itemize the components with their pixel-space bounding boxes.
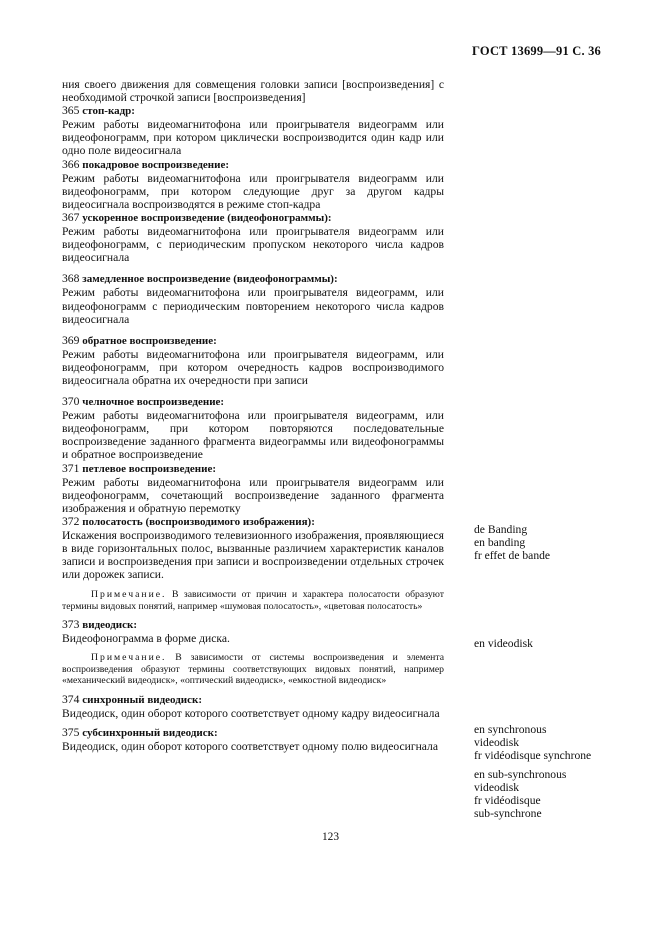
term-number: 368: [62, 272, 80, 286]
term-number: 372: [62, 514, 80, 528]
term-374-heading: [62, 693, 444, 707]
equivalent-term: sub-synchrone: [474, 807, 542, 821]
term-number: 365: [62, 104, 80, 118]
term-371-definition: Режим работы видеомагнитофона или проигрывателя видеограмм или видеофонограмм, сочетающий воспроизведение заданного фрагмента изображения и обратную перемотку: [62, 475, 444, 515]
term-number: 366: [62, 157, 80, 171]
term-name: ускоренное воспроизведение (видеофонограммы):: [82, 211, 332, 224]
term-370-definition: Режим работы видеомагнитофона или проигрывателя видеограмм, или видеофонограмм, при котором повторяются последовательные воспроизведение заданного фрагмента видеограммы или видеофонограммы и обратное воспроизведение: [62, 409, 444, 462]
term-373-heading: [62, 618, 444, 632]
note-label: Примечание.: [91, 652, 167, 664]
page-number: 123: [321, 831, 340, 843]
term-375-equivalents: [474, 768, 624, 820]
term-number: 370: [62, 395, 80, 409]
main-column: [62, 78, 444, 753]
equivalent-term: en banding: [474, 536, 526, 550]
term-name: замедленное воспроизведение (видеофонограммы):: [82, 273, 338, 286]
term-372-equivalents: [474, 523, 624, 562]
equivalent-term: en synchronous: [474, 723, 547, 736]
term-367-heading: [62, 211, 444, 225]
equivalent-term: videodisk: [474, 736, 520, 750]
term-375-definition: Видеодиск, один оборот которого соответствует одному полю видеосигнала: [62, 739, 438, 753]
term-373-equivalents: [474, 637, 624, 650]
term-name: синхронный видеодиск:: [82, 693, 203, 706]
term-371-heading: [62, 462, 444, 476]
equivalent-term: en videodisk: [474, 637, 533, 650]
term-365-heading: [62, 104, 444, 118]
term-372-heading: [62, 515, 444, 529]
term-373-definition: Видеофонограмма в форме диска.: [62, 632, 230, 646]
note-text: В зависимости от системы воспроизведения и элемента воспроизведения образуют термины соответствующих видовых понятий, например «механический видеодиск», «оптический видеодиск», «емкостной видеодиск»: [62, 652, 444, 687]
term-366-definition: Режим работы видеомагнитофона или проигрывателя видеограмм или видеофонограмм, при котором следующие друг за другом кадры видеосигнала воспроизводятся в режиме стоп-кадра: [62, 171, 444, 211]
equivalent-term: de Banding: [474, 523, 528, 536]
intro-paragraph: ния своего движения для совмещения головки записи [воспроизведения] с необходимой строчкой записи [воспроизведения]: [62, 78, 444, 105]
term-name: видеодиск:: [82, 619, 137, 632]
note-text: В зависимости от причин и характера полосатости образуют термины видовых понятий, например «шумовая полосатость», «цветовая полосатость»: [62, 589, 444, 612]
note-label: Примечание.: [91, 589, 167, 601]
term-name: покадровое воспроизведение:: [82, 158, 230, 171]
term-number: 367: [62, 210, 80, 224]
term-number: 375: [62, 725, 80, 739]
term-number: 373: [62, 618, 80, 632]
term-375-heading: [62, 726, 444, 740]
term-369-definition: Режим работы видеомагнитофона или проигрывателя видеограмм, или видеофонограмм, при котором очередность кадров воспроизводимого видеосигнала обратна их очередности при записи: [62, 347, 444, 387]
term-368-definition: Режим работы видеомагнитофона или проигрывателя видеограмм, или видеофонограмм с периодическим повторением некоторого числа кадров видеосигнала: [62, 286, 444, 326]
term-373-note: [62, 652, 444, 686]
page-header: ГОСТ 13699—91 С. 36: [472, 44, 601, 58]
equivalent-term: en sub-synchronous: [474, 768, 567, 781]
term-372-note: [62, 589, 444, 612]
term-number: 369: [62, 333, 80, 347]
term-365-definition: Режим работы видеомагнитофона или проигрывателя видеограмм или видеофонограмм, при котором циклически воспроизводится один кадр или одно поле видеосигнала: [62, 118, 444, 158]
equivalent-term: fr effet de bande: [474, 549, 551, 563]
term-367-definition: Режим работы видеомагнитофона или проигрывателя видеограмм или видеофонограмм, с периодическим пропуском некоторого числа кадров видеосигнала: [62, 225, 444, 265]
term-name: обратное воспроизведение:: [82, 334, 217, 347]
term-name: полосатость (воспроизводимого изображения):: [82, 515, 315, 528]
term-366-heading: [62, 158, 444, 172]
term-number: 374: [62, 692, 80, 706]
term-374-definition: Видеодиск, один оборот которого соответствует одному кадру видеосигнала: [62, 706, 440, 720]
term-name: стоп-кадр:: [82, 105, 135, 118]
term-368-heading: [62, 272, 444, 286]
term-374-equivalents: [474, 723, 624, 762]
equivalent-term: videodisk: [474, 781, 520, 795]
term-372-definition: Искажения воспроизводимого телевизионного изображения, проявляющиеся в виде горизонтальных полос, вызванные различием характеристик каналов записи и воспроизведения при записи и воспроизведении отдельных строчек или дорожек записи.: [62, 529, 444, 582]
term-369-heading: [62, 334, 444, 348]
term-number: 371: [62, 461, 80, 475]
term-name: челночное воспроизведение:: [82, 396, 225, 409]
equivalent-term: fr vidéodisque: [474, 794, 541, 808]
term-370-heading: [62, 395, 444, 409]
equivalent-term: fr vidéodisque synchrone: [474, 749, 592, 763]
term-name: петлевое воспроизведение:: [82, 462, 217, 475]
term-name: субсинхронный видеодиск:: [82, 726, 218, 739]
